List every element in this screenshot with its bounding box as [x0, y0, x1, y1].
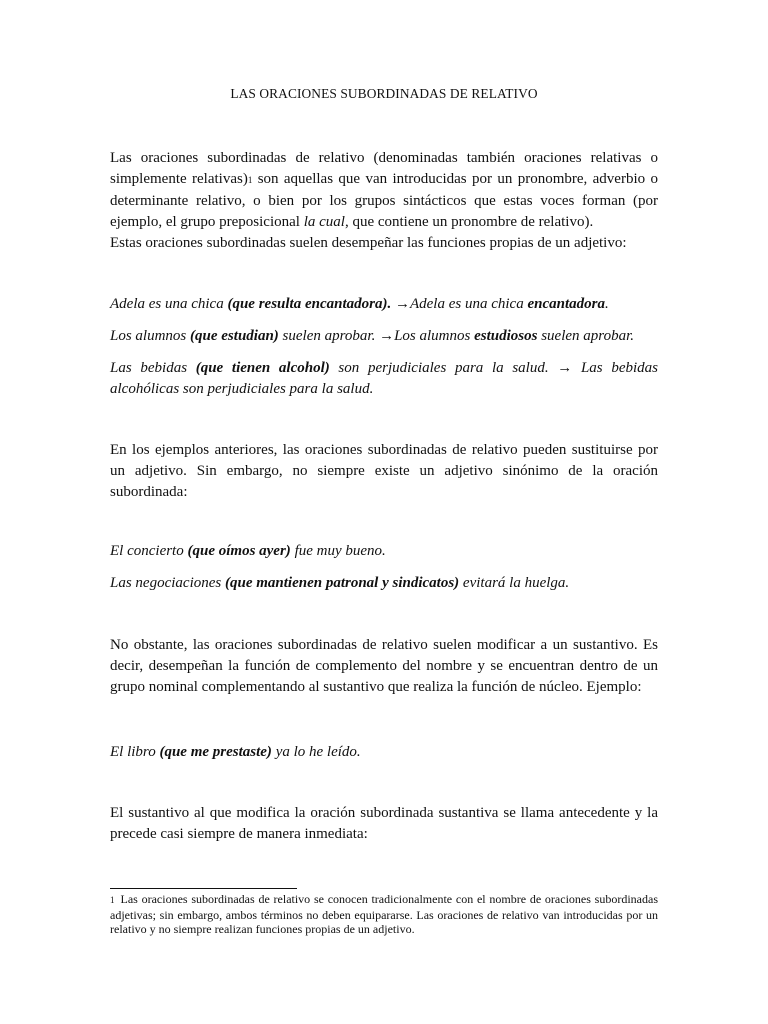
- example-adela-adjective: encantadora: [527, 296, 605, 312]
- document-page: [110, 0, 658, 1024]
- example-alumnos-relative-clause: (que estudian): [190, 328, 279, 344]
- example-bebidas-text-c: Las bebidas alcohólicas son perjudiciales para la salud.: [110, 360, 658, 397]
- footnote-number: 1: [110, 895, 115, 905]
- example-negociaciones-text-b: evitará la huelga.: [459, 575, 570, 591]
- arrow-icon: →: [557, 360, 581, 376]
- paragraph-substitution: En los ejemplos anteriores, las oraciones subordinadas de relativo pueden sustituirse por un adjetivo. Sin embargo, no siempre existe un adjetivo sinónimo de la oración subordinada:: [110, 442, 658, 500]
- example-libro-text-a: El libro: [110, 744, 160, 760]
- example-concierto: [110, 541, 658, 562]
- example-bebidas-text-a: Las bebidas: [110, 360, 196, 376]
- example-negociaciones-text-a: Las negociaciones: [110, 575, 225, 591]
- example-negociaciones-relative-clause: (que mantienen patronal y sindicatos): [224, 575, 460, 591]
- paragraph-definition-text-a: Las oraciones subordinadas de relativo (denominadas también oraciones relativas o simplemente relativas): [110, 150, 658, 187]
- footnote-divider: [110, 888, 297, 889]
- footnote-text: Las oraciones subordinadas de relativo se conocen tradicionalmente con el nombre de oraciones subordinadas adjetivas; sin embargo, ambos términos no deben equipararse. Las oraciones de relativo van introducidas por un relativo y no siempre realizan funciones propias de un adjetivo.: [110, 892, 658, 936]
- example-alumnos-text-a: Los alumnos: [110, 328, 191, 344]
- paragraph-antecedent: El sustantivo al que modifica la oración subordinada sustantiva se llama antecedente y la precede casi siempre de manera inmediata:: [110, 805, 658, 842]
- example-alumnos-text-c: Los alumnos: [394, 328, 475, 344]
- example-adela-text-a: Adela es una chica: [110, 296, 228, 312]
- example-bebidas: [110, 358, 658, 400]
- paragraph-functions: Estas oraciones subordinadas suelen desempeñar las funciones propias de un adjetivo:: [110, 235, 627, 251]
- example-bebidas-relative-clause: (que tienen alcohol): [195, 360, 330, 376]
- example-alumnos-text-d: suelen aprobar.: [537, 328, 634, 344]
- example-adela-relative-clause: (que resulta encantadora).: [227, 296, 392, 312]
- example-alumnos: [110, 326, 658, 347]
- arrow-icon: →: [379, 328, 395, 344]
- example-adela-text-b: Adela es una chica: [409, 296, 528, 312]
- paragraph-definition-text-b: son aquellas que van introducidas por un pronombre, adverbio o determinante relativo, o bien por los grupos sintácticos que estas voces forman (por ejemplo, el grupo preposicional: [110, 171, 658, 230]
- example-adela: [110, 294, 658, 315]
- example-libro-relative-clause: (que me prestaste): [159, 744, 272, 760]
- paragraph-definition: [110, 148, 658, 233]
- example-concierto-relative-clause: (que oímos ayer): [187, 543, 291, 559]
- example-bebidas-text-b: son perjudiciales para la salud.: [329, 360, 558, 376]
- paragraph-definition-text-c: , que contiene un pronombre de relativo).: [344, 214, 594, 230]
- example-concierto-text-b: fue muy bueno.: [290, 543, 386, 559]
- example-negociaciones: [110, 573, 658, 594]
- page-title: LAS ORACIONES SUBORDINADAS DE RELATIVO: [230, 86, 538, 101]
- example-adela-text-c: .: [604, 296, 609, 312]
- arrow-icon: →: [391, 296, 410, 312]
- example-libro: [110, 742, 658, 763]
- footnote: [110, 892, 658, 937]
- footnote-reference[interactable]: 1: [247, 175, 253, 185]
- example-alumnos-adjective: estudiosos: [474, 328, 538, 344]
- example-alumnos-text-b: suelen aprobar.: [278, 328, 380, 344]
- paragraph-definition-italic: la cual: [303, 214, 345, 230]
- example-concierto-text-a: El concierto: [110, 543, 188, 559]
- example-libro-text-b: ya lo he leído.: [271, 744, 361, 760]
- paragraph-noun-complement: No obstante, las oraciones subordinadas de relativo suelen modificar a un sustantivo. Es decir, desempeñan la función de complemento del nombre y se encuentran dentro de un grupo nominal complementando al sustantivo que realiza la función de núcleo. Ejemplo:: [110, 637, 658, 695]
